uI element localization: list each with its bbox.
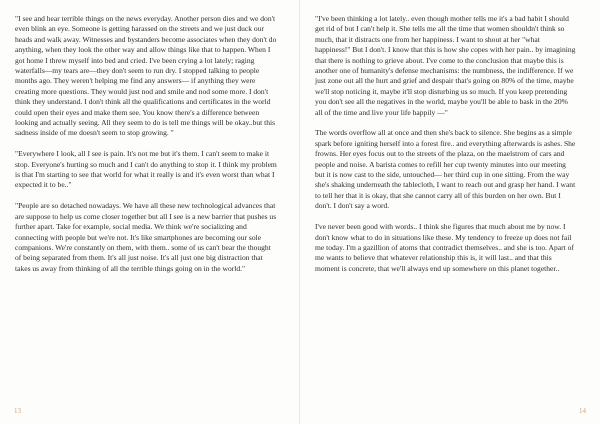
right-page-text xyxy=(315,14,577,285)
paragraph: "I see and hear terrible things on the news everyday. Another person dies and we don't even blink an eye. Someone is getting harassed on the streets and we just duck our heads and walk away. Witnesses and bystanders become associates when they don't do anything, when they look the other way and allow things like that to happen. When I got home I threw myself into bed and cried. I've been crying a lot lately; raging waterfalls—my tears are—they don't seem to run dry. I stopped talking to people months ago. They weren't helping me find any answers— if anything they were creating more questions. They would just nod and smile and nod some more. I don't think they understand. I don't think all the qualifications and certificates in the world could open their eyes and make them see. You know there's a difference between looking and actually seeing. All they seem to do is tell me things will be okay..but this sadness inside of me doesn't seem to stop growing. " xyxy=(15,14,277,138)
paragraph: "I've been thinking a lot lately.. even though mother tells me it's a bad habit I should get rid of but I can't help it. She tells me all the time that women shouldn't think so much, that it distracts one from her happiness. I want to shout at her "what happiness!" But I don't. I know that this is how she copes with her pain.. by imagining that there is nothing to grieve about. I've come to the conclusion that maybe this is another one of humanity's defense mechanisms: the numbness, the indifference. If we just zone out all the hurt and grief and despair that's going on 80% of the time, maybe we'll stop noticing it, maybe it'll stop disturbing us so much. If you keep pretending you don't see all the negatives in the world, maybe you'll be able to bask in the 20% all of the time and live your life happily —" xyxy=(315,14,576,117)
paragraph: I've never been good with words.. I think she figures that much about me by now. I don't know what to do in situations like these. My tendency to freeze up does not fail me today. I'm a gazillion of atoms that contradict themselves.. and she is too. Apart of me wants to believe that whatever relationship this is, it will last.. and that this moment is concrete, that we'll always end up somewhere on this planet together.. xyxy=(315,222,574,273)
left-page-text xyxy=(15,14,277,285)
right-page xyxy=(300,0,600,424)
paragraph: The words overflow all at once and then she's back to silence. She begins as a simple spark before igniting herself into a forest fire.. and everything afterwards is ashes. She frowns. Her eyes focus out to the streets of the plaza, on the maelstrom of cars and people and noise. A barista comes to refill her cup twenty minutes into our meeting but it is now cast to the side, untouched— her third cup in one sitting. From the way she's shaking underneath the tablecloth, I want to reach out and grasp her hand. I want to tell her that it is okay, that she cannot carry all of this burden on her own. But I don't. I don't say a word. xyxy=(315,128,576,211)
paragraph: "People are so detached nowadays. We have all these new technological advances that are suppose to help us come closer together but all I see is a new barrier that pushes us further apart. Take for example, social media. We think we're socializing and connecting with people but we're not. It's like smartphones are becoming our sole companions. We're constantly on them, with them.. some of us can't bear the thought of being separated from them. It's all just noise. It's all just one big distraction that takes us away from thinking of all the terrible things going on in the world." xyxy=(15,201,277,273)
page-number-right: 14 xyxy=(579,407,586,415)
page-number-left: 13 xyxy=(14,407,21,415)
paragraph: "Everywhere I look, all I see is pain. It's not me but it's them. I can't seem to make it stop. Everyone's hurting so much and I can't do anything to stop it. I think my problem is that I'm starting to see that world for what it really is and it's even worst than what I expected it to be.." xyxy=(15,149,277,190)
